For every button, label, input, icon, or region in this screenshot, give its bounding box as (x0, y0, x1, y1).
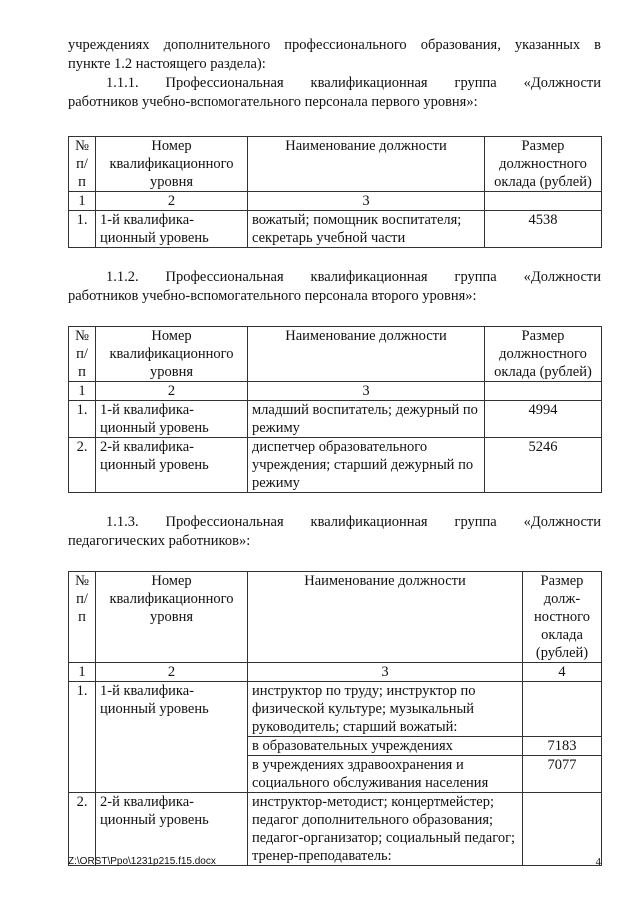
row-level: 1-й квалифика-ционный уровень (96, 211, 248, 248)
header-level: Номер квалификационного уровня (96, 137, 248, 192)
colnum-cell (485, 382, 602, 401)
table-row (69, 401, 602, 438)
row-num: 1. (69, 682, 96, 793)
page-number: 4 (595, 856, 601, 868)
header-salary: Размер долж-ностного оклада (рублей) (523, 572, 602, 663)
row-num: 1. (69, 211, 96, 248)
row-positions: инструктор-методист; концертмейстер; педагог дополнительного образования; педагог-организатор; социальный педагог; тренер-преподаватель: (248, 793, 523, 866)
header-level: Номер квалификационного уровня (96, 327, 248, 382)
header-position: Наименование должности (248, 327, 485, 382)
column-number-row (69, 663, 602, 682)
document-page (68, 36, 601, 866)
column-number-row (69, 382, 602, 401)
file-path: Z:\ORST\Ppo\1231p215.f15.docx (68, 856, 216, 867)
row-level: 1-й квалифика-ционный уровень (96, 682, 248, 793)
section1-heading-line-1: 1.1.1. Профессиональная квалификационная группа «Должности (106, 75, 601, 91)
header-salary: Размер должностного оклада (рублей) (485, 137, 602, 192)
table-row (69, 211, 602, 248)
section3-heading-line-2: педагогических работников»: (68, 533, 251, 549)
header-num: № п/п (69, 572, 96, 663)
colnum-cell: 3 (248, 663, 523, 682)
header-num: № п/п (69, 327, 96, 382)
colnum-cell: 1 (69, 192, 96, 211)
row-salary: 4994 (485, 401, 602, 438)
row-positions: младший воспитатель; дежурный по режиму (248, 401, 485, 438)
row-level: 2-й квалифика-ционный уровень (96, 793, 248, 866)
section1-table (68, 136, 602, 248)
row-salary: 5246 (485, 438, 602, 493)
section3-table (68, 571, 602, 866)
colnum-cell: 2 (96, 663, 248, 682)
intro-line-1: учреждениях дополнительного профессионального образования, указанных в (68, 37, 601, 53)
subrow-salary: 7183 (523, 737, 602, 756)
table-row (69, 793, 602, 866)
subrow-salary: 7077 (523, 756, 602, 793)
table-header-row (69, 137, 602, 192)
column-number-row (69, 192, 602, 211)
colnum-cell: 3 (248, 382, 485, 401)
row-level: 2-й квалифика-ционный уровень (96, 438, 248, 493)
subrow-label: в учреждениях здравоохранения и социального обслуживания населения (248, 756, 523, 793)
table-row (69, 438, 602, 493)
section2-heading-line-1: 1.1.2. Профессиональная квалификационная группа «Должности (106, 269, 601, 285)
header-position: Наименование должности (248, 572, 523, 663)
row-num: 1. (69, 401, 96, 438)
colnum-cell: 1 (69, 663, 96, 682)
colnum-cell: 1 (69, 382, 96, 401)
row-salary-empty (523, 682, 602, 737)
table-header-row (69, 572, 602, 663)
page-footer (68, 856, 601, 867)
row-num: 2. (69, 793, 96, 866)
row-salary: 4538 (485, 211, 602, 248)
colnum-cell: 4 (523, 663, 602, 682)
section1-heading-line-2: работников учебно-вспомогательного персонала первого уровня»: (68, 94, 478, 110)
row-level: 1-й квалифика-ционный уровень (96, 401, 248, 438)
row-positions: инструктор по труду; инструктор по физической культуре; музыкальный руководитель; старший вожатый: (248, 682, 523, 737)
section3-heading-line-1: 1.1.3. Профессиональная квалификационная группа «Должности (106, 514, 601, 530)
row-positions: диспетчер образовательного учреждения; старший дежурный по режиму (248, 438, 485, 493)
row-salary (523, 793, 602, 866)
header-num: № п/п (69, 137, 96, 192)
section2-heading-line-2: работников учебно-вспомогательного персонала второго уровня»: (68, 288, 477, 304)
row-num: 2. (69, 438, 96, 493)
intro-line-2: пункте 1.2 настоящего раздела): (68, 56, 266, 72)
colnum-cell: 3 (248, 192, 485, 211)
header-position: Наименование должности (248, 137, 485, 192)
row-positions: вожатый; помощник воспитателя; секретарь учебной части (248, 211, 485, 248)
colnum-cell: 2 (96, 382, 248, 401)
colnum-cell (485, 192, 602, 211)
section2-table (68, 326, 602, 493)
subrow-label: в образовательных учреждениях (248, 737, 523, 756)
table-row (69, 682, 602, 737)
table-header-row (69, 327, 602, 382)
colnum-cell: 2 (96, 192, 248, 211)
header-salary: Размер должностного оклада (рублей) (485, 327, 602, 382)
header-level: Номер квалификационного уровня (96, 572, 248, 663)
